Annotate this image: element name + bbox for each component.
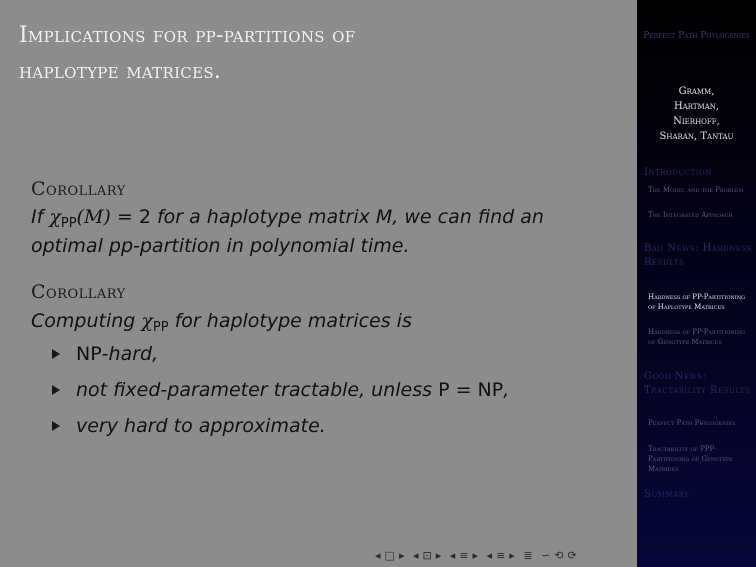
c2-chi-sub: PP xyxy=(152,320,169,335)
nav-prev-subsection-icon[interactable]: ◂ xyxy=(449,549,457,562)
b3-italic: very hard to approximate. xyxy=(76,415,326,437)
author-line: Hartman, xyxy=(673,101,720,112)
corollary2-bullet-list xyxy=(50,340,509,448)
author-line: Nierhoff, xyxy=(673,116,720,127)
corollary1-line1 xyxy=(31,204,621,233)
sidebar xyxy=(637,0,756,567)
nav-next-slide-icon[interactable]: ▸ xyxy=(398,549,406,562)
sidebar-authors xyxy=(637,84,756,144)
corollary2-body xyxy=(31,308,621,337)
nav-next-section-icon[interactable]: ▸ xyxy=(509,549,516,562)
bullet-item xyxy=(50,340,509,376)
c2-chi: χ xyxy=(141,310,153,332)
b2-italic: , xyxy=(503,379,510,401)
c1-chi-sub: PP xyxy=(60,216,77,231)
sidebar-subsection[interactable]: Tractability of PPP-Partitioning of Genotype Matrices xyxy=(648,445,733,473)
frame-title xyxy=(19,18,619,90)
corollary2-heading: Corollary xyxy=(31,281,126,303)
bullet-item xyxy=(50,376,509,412)
nav-next-frame-icon[interactable]: ▸ xyxy=(435,549,443,562)
corollary1-body xyxy=(31,204,621,260)
b2-upright: P = NP xyxy=(438,379,504,401)
nav-back-icon[interactable]: ⟲ xyxy=(554,549,565,562)
sidebar-subsection[interactable]: The Integrated Approach xyxy=(648,211,733,219)
nav-slide-icon[interactable]: □ xyxy=(384,549,396,562)
beamer-navigation-bar xyxy=(375,549,581,562)
sidebar-subsection-active[interactable]: Hardness of PP-Partitioning of Haplotype Matrices xyxy=(648,293,746,311)
corollary1-heading: Corollary xyxy=(31,178,126,200)
nav-prev-frame-icon[interactable]: ◂ xyxy=(412,549,420,562)
bullet-triangle-icon xyxy=(52,385,60,395)
author-line: Sharan, Tantau xyxy=(659,131,734,142)
c2-text-a: Computing xyxy=(31,310,142,332)
nav-appendix-icon[interactable]: ≣ xyxy=(523,549,534,562)
bullet-triangle-icon xyxy=(52,349,60,359)
sidebar-subsection[interactable]: Hardness of PP-Partitioning of Genotype Matrices xyxy=(648,328,746,346)
bullet-triangle-icon xyxy=(52,421,60,431)
frame-title-line2: haplotype matrices. xyxy=(19,59,222,84)
sidebar-section-bad-news[interactable]: Bad News: Hardness Results xyxy=(644,243,752,268)
nav-frame-icon[interactable]: ⊡ xyxy=(422,549,433,562)
sidebar-title[interactable]: Perfect Path Phylogenies xyxy=(643,31,750,41)
sidebar-subsection[interactable]: The Model and the Problem xyxy=(648,186,744,194)
nav-next-subsection-icon[interactable]: ▸ xyxy=(472,549,480,562)
sidebar-section-good-news[interactable]: Good News: Tractability Results xyxy=(644,371,751,396)
corollary1-line2: optimal pp-partition in polynomial time. xyxy=(31,235,410,257)
author-line: Gramm, xyxy=(678,86,715,97)
nav-forward-icon[interactable]: ⟳ xyxy=(567,549,578,562)
b1-italic: -hard, xyxy=(101,343,159,365)
sidebar-section-introduction[interactable]: Introduction xyxy=(644,167,712,178)
nav-section-icon[interactable]: ≡ xyxy=(496,549,507,562)
c1-text-c: for a haplotype matrix M, we can find an xyxy=(150,206,544,228)
c1-text-a: If xyxy=(31,206,50,228)
sidebar-subsection[interactable]: Perfect Path Phylogenies xyxy=(648,419,736,427)
c1-chi: χ xyxy=(49,206,61,228)
nav-prev-slide-icon[interactable]: ◂ xyxy=(375,549,382,562)
c1-text-b: (M) = xyxy=(76,206,139,228)
frame-title-line1: Implications for pp-partitions of xyxy=(19,23,356,48)
nav-search-icon[interactable]: ∽ xyxy=(541,549,552,562)
bullet-item xyxy=(50,412,509,448)
b2-italic-pre: not fixed-parameter tractable, unless xyxy=(76,379,439,401)
nav-prev-section-icon[interactable]: ◂ xyxy=(486,549,494,562)
nav-subsection-icon[interactable]: ≡ xyxy=(459,549,470,562)
b1-upright: NP xyxy=(76,343,102,365)
sidebar-section-summary[interactable]: Summary xyxy=(644,489,690,500)
c1-two: 2 xyxy=(138,206,151,228)
c2-text-b: for haplotype matrices is xyxy=(168,310,412,332)
